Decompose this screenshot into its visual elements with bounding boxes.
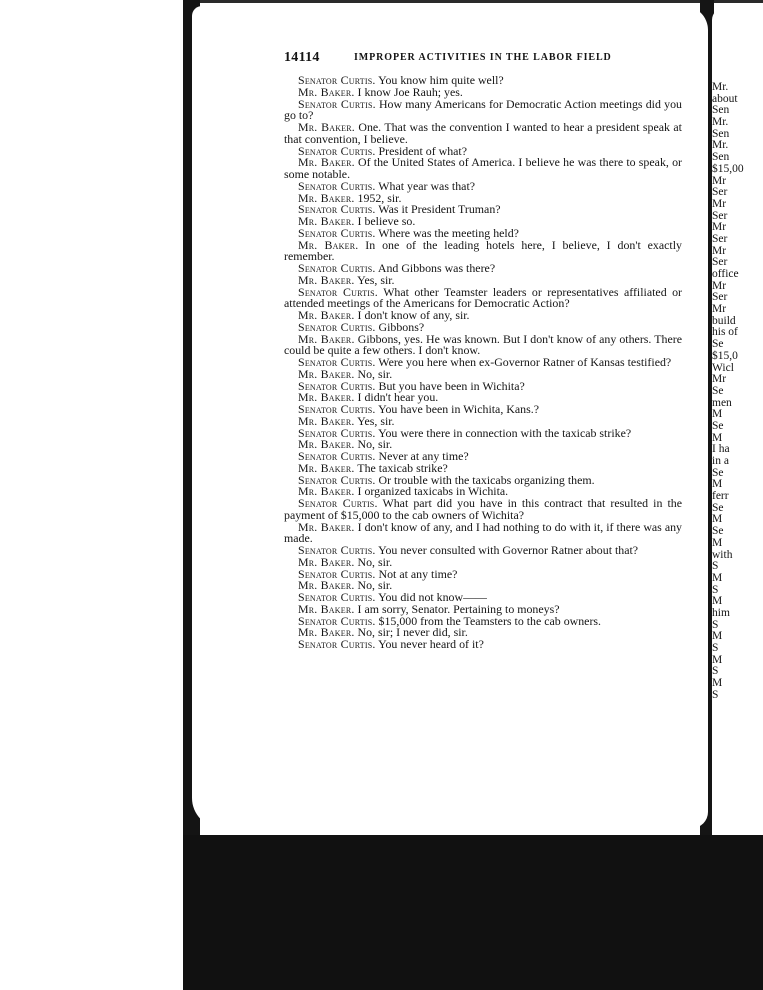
- speaker-name: Senator Curtis.: [298, 319, 376, 334]
- facing-page-fragment-line: Mr: [712, 244, 727, 257]
- facing-page-fragment-line: M: [712, 571, 723, 584]
- transcript-body: [284, 75, 682, 651]
- speaker-name: Senator Curtis.: [298, 202, 376, 217]
- transcript-line: [284, 122, 682, 146]
- speech-text: In one of the leading hotels here, I believe, I don't exactly remember.: [284, 237, 682, 264]
- facing-page-fragment-line: Se: [712, 338, 724, 351]
- speech-text: President of what?: [375, 143, 468, 158]
- speech-text: How many Americans for Democratic Action meetings did you go to?: [284, 96, 682, 123]
- facing-page-fragment-line: Ser: [712, 186, 728, 199]
- speech-text: Were you here when ex-Governor Ratner of Kansas testified?: [375, 355, 672, 369]
- facing-page-fragment-line: Mr: [712, 303, 727, 316]
- speech-text: Yes, sir.: [354, 272, 395, 287]
- facing-page-fragment-line: his of: [712, 326, 738, 339]
- facing-page-fragment-line: M: [712, 677, 723, 690]
- facing-page-fragment-line: Mr: [712, 279, 727, 292]
- scan-left-margin: [0, 0, 200, 990]
- speech-text: I don't know of any, sir.: [354, 308, 470, 322]
- running-title: IMPROPER ACTIVITIES IN THE LABOR FIELD: [354, 52, 612, 63]
- speech-text: Gibbons?: [375, 319, 425, 334]
- speaker-name: Senator Curtis.: [298, 284, 378, 299]
- facing-page-fragment-line: with: [712, 548, 733, 561]
- speech-text: Yes, sir.: [354, 413, 395, 428]
- speaker-name: Senator Curtis.: [298, 261, 376, 275]
- speaker-name: Senator Curtis.: [298, 73, 376, 87]
- speech-text: Was it President Truman?: [375, 202, 501, 217]
- speaker-name: Senator Curtis.: [298, 449, 376, 463]
- speech-text: I am sorry, Senator. Pertaining to moneys?: [354, 601, 560, 616]
- speaker-name: Mr. Baker.: [298, 331, 355, 346]
- transcript-line: [284, 237, 682, 264]
- transcript-line: [284, 498, 682, 522]
- speaker-name: Senator Curtis.: [298, 178, 376, 193]
- facing-page-fragment: [712, 8, 763, 835]
- speaker-name: Mr. Baker.: [298, 413, 355, 428]
- speaker-name: Mr. Baker.: [298, 554, 355, 569]
- facing-page-fragment-line: $15,00: [712, 162, 744, 175]
- facing-page-fragment-line: S: [712, 618, 719, 631]
- speech-text: One. That was the convention I wanted to hear a president speak at that convention, I believe.: [284, 120, 682, 146]
- facing-page-fragment-line: Ser: [712, 256, 728, 269]
- speaker-name: Mr. Baker.: [298, 155, 355, 170]
- facing-page-fragment-line: ferr: [712, 490, 729, 503]
- facing-page-fragment-line: Ser: [712, 232, 728, 245]
- speech-text: No, sir.: [354, 437, 393, 452]
- speaker-name: Mr. Baker.: [298, 84, 355, 99]
- speech-text: Of the United States of America. I believe he was there to speak, or some notable.: [284, 155, 682, 181]
- speech-text: $15,000 from the Teamsters to the cab owners.: [375, 613, 602, 628]
- speech-text: You were there in connection with the taxicab strike?: [375, 425, 632, 440]
- facing-page-fragment-line: Se: [712, 466, 724, 479]
- speech-text: You did not know——: [375, 590, 487, 604]
- facing-page-fragment-line: M: [712, 595, 723, 608]
- facing-page-fragment-line: Se: [712, 419, 724, 432]
- facing-page-text: [712, 8, 744, 835]
- transcript-line: [284, 284, 682, 311]
- speaker-name: Mr. Baker.: [298, 601, 355, 616]
- facing-page-fragment-line: M: [712, 536, 723, 549]
- facing-page-fragment-line: Wicl: [712, 361, 734, 374]
- speaker-name: Mr. Baker.: [298, 460, 355, 475]
- facing-page-fragment-line: Mr.: [712, 81, 729, 93]
- speech-text: No, sir; I never did, sir.: [354, 625, 468, 640]
- speech-text: You never heard of it?: [375, 637, 484, 651]
- speech-text: I didn't hear you.: [354, 390, 439, 405]
- speech-text: And Gibbons was there?: [375, 261, 496, 275]
- speaker-name: Senator Curtis.: [298, 425, 376, 440]
- speech-text: Not at any time?: [375, 566, 458, 581]
- speaker-name: Senator Curtis.: [298, 378, 376, 393]
- facing-page-fragment-line: S: [712, 665, 719, 678]
- speaker-name: Mr. Baker.: [298, 237, 359, 252]
- facing-page-fragment-line: M: [712, 630, 723, 643]
- facing-page-fragment-line: men: [712, 396, 732, 409]
- facing-page-fragment-line: M: [712, 408, 723, 421]
- page-header: [284, 50, 694, 66]
- speech-text: But you have been in Wichita?: [375, 378, 525, 393]
- speech-text: You never consulted with Governor Ratner about that?: [375, 543, 639, 557]
- speech-text: I believe so.: [354, 214, 416, 228]
- speech-text: Never at any time?: [375, 449, 469, 463]
- transcript-line: [284, 519, 682, 546]
- speaker-name: Senator Curtis.: [298, 590, 376, 604]
- facing-page-fragment-line: Mr: [712, 197, 727, 210]
- facing-page-fragment-line: Mr.: [712, 139, 729, 152]
- speaker-name: Mr. Baker.: [298, 308, 355, 322]
- page-number: 14114: [284, 50, 320, 65]
- facing-page-fragment-line: S: [712, 560, 719, 573]
- facing-page-fragment-line: Mr: [712, 174, 727, 187]
- speech-text: Where was the meeting held?: [375, 225, 519, 240]
- facing-page-fragment-line: M: [712, 478, 723, 491]
- speaker-name: Mr. Baker.: [298, 578, 355, 593]
- facing-page-fragment-line: S: [712, 642, 719, 654]
- speaker-name: Mr. Baker.: [298, 625, 355, 640]
- facing-page-fragment-line: Sen: [712, 151, 730, 164]
- facing-page-fragment-line: about: [712, 92, 738, 105]
- speech-text: Gibbons, yes. He was known. But I don't know of any others. There could be quite a few others. I don't know.: [284, 331, 682, 358]
- speech-text: I don't know of any, and I had nothing to do with it, if there was any made.: [284, 519, 682, 546]
- speech-text: No, sir.: [354, 554, 393, 569]
- speaker-name: Senator Curtis.: [298, 143, 376, 158]
- facing-page-fragment-line: Mr: [712, 221, 727, 234]
- facing-page-fragment-line: Se: [712, 525, 724, 538]
- facing-page-fragment-line: M: [712, 653, 723, 666]
- speech-text: What part did you have in this contract that resulted in the payment of $15,000 to the cab owners of Wichita?: [284, 496, 682, 522]
- transcript-line: [284, 639, 682, 651]
- facing-page-fragment-line: I ha: [712, 443, 730, 456]
- facing-page-fragment-line: Sen: [712, 104, 730, 117]
- speaker-name: Senator Curtis.: [298, 225, 376, 240]
- speech-text: No, sir.: [354, 366, 393, 381]
- facing-page-fragment-line: M: [712, 431, 723, 444]
- speaker-name: Senator Curtis.: [298, 637, 376, 651]
- speaker-name: Senator Curtis.: [298, 496, 378, 510]
- speaker-name: Senator Curtis.: [298, 543, 376, 557]
- speech-text: I organized taxicabs in Wichita.: [354, 484, 509, 499]
- speech-text: You know him quite well?: [375, 73, 504, 87]
- speaker-name: Mr. Baker.: [298, 366, 355, 381]
- facing-page-fragment-line: Sen: [712, 127, 730, 140]
- facing-page-fragment-line: Se: [712, 384, 724, 397]
- speaker-name: Mr. Baker.: [298, 120, 355, 134]
- transcript-line: [284, 157, 682, 181]
- speech-text: No, sir.: [354, 578, 393, 593]
- speech-text: I know Joe Rauh; yes.: [354, 84, 463, 99]
- speaker-name: Senator Curtis.: [298, 613, 376, 628]
- facing-page-fragment-line: him: [712, 606, 730, 619]
- facing-page-fragment-line: Mr: [712, 373, 727, 386]
- facing-page-fragment-line: Mr.: [712, 116, 729, 129]
- speech-text: The taxicab strike?: [354, 460, 448, 475]
- speaker-name: Mr. Baker.: [298, 190, 355, 205]
- facing-page-fragment-line: M: [712, 513, 723, 526]
- speech-text: What year was that?: [375, 178, 476, 193]
- speaker-name: Senator Curtis.: [298, 402, 376, 416]
- speaker-name: Senator Curtis.: [298, 96, 376, 111]
- facing-page-fragment-line: S: [712, 688, 719, 701]
- facing-page-fragment-line: Se: [712, 501, 724, 514]
- speech-text: What other Teamster leaders or representatives affiliated or attended meetings of the Americans for Democratic Action?: [284, 284, 682, 311]
- facing-page-fragment-line: in a: [712, 455, 729, 467]
- speaker-name: Mr. Baker.: [298, 519, 355, 534]
- facing-page-fragment-line: office: [712, 268, 739, 280]
- speaker-name: Senator Curtis.: [298, 566, 376, 581]
- speaker-name: Mr. Baker.: [298, 214, 355, 228]
- facing-page-fragment-line: S: [712, 583, 719, 596]
- facing-page-fragment-line: build: [712, 314, 736, 327]
- speaker-name: Mr. Baker.: [298, 272, 355, 287]
- speaker-name: Mr. Baker.: [298, 484, 355, 499]
- scan-bottom-shadow: [183, 835, 763, 990]
- speech-text: You have been in Wichita, Kans.?: [375, 402, 539, 416]
- speech-text: Or trouble with the taxicabs organizing them.: [375, 472, 595, 487]
- speaker-name: Senator Curtis.: [298, 472, 376, 487]
- speech-text: 1952, sir.: [354, 190, 402, 205]
- transcript-line: [284, 96, 682, 123]
- facing-page-fragment-line: Ser: [712, 209, 728, 222]
- transcript-line: [284, 331, 682, 358]
- facing-page-fragment-line: Ser: [712, 291, 728, 304]
- facing-page-fragment-line: $15,0: [712, 349, 738, 362]
- speaker-name: Mr. Baker.: [298, 390, 355, 405]
- speaker-name: Senator Curtis.: [298, 355, 376, 369]
- speaker-name: Mr. Baker.: [298, 437, 355, 452]
